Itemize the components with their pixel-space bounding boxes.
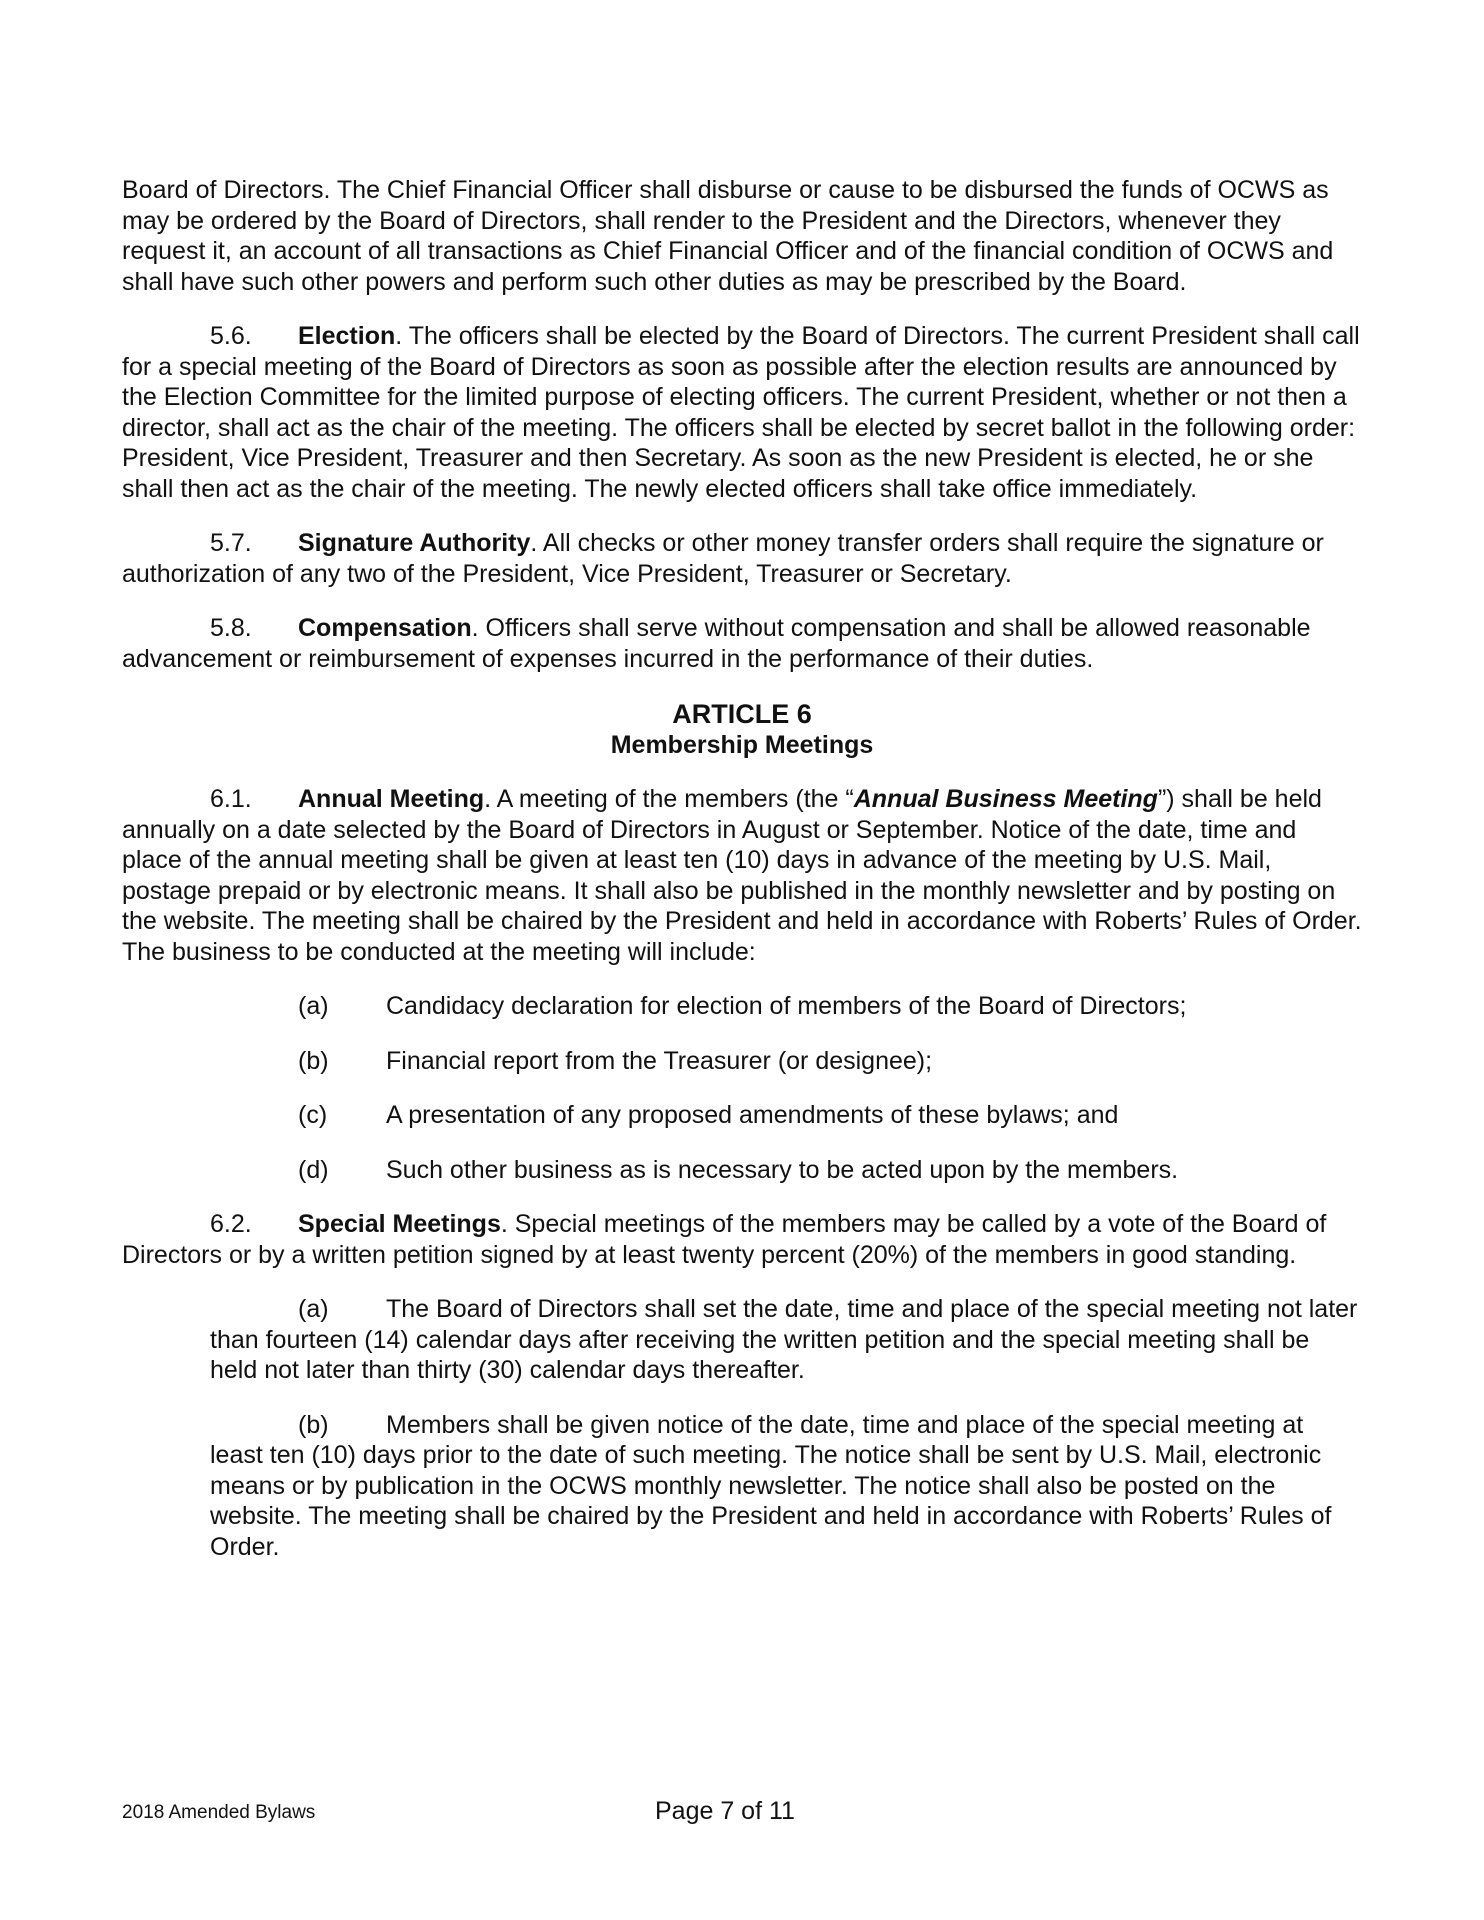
item-letter: (a) [298, 992, 329, 1020]
section-heading: Annual Meeting [298, 785, 485, 813]
section-text: . A meeting of the members (the “ [484, 785, 854, 813]
section-text: . All checks or other money transfer orders shall require the signature or authorization of any two of the President, Vice President, Treasurer or Secretary. [122, 529, 1324, 588]
section-6-2 [122, 1209, 1362, 1270]
section-heading: Election [298, 322, 396, 350]
item-text: A presentation of any proposed amendments of these bylaws; and [386, 1101, 1119, 1129]
article-heading [122, 698, 1362, 760]
section-heading: Signature Authority [298, 529, 531, 557]
sub-text: Members shall be given notice of the date, time and place of the special meeting at least ten (10) days prior to the date of such meeting. The notice shall be sent by U.S. Mail, electronic means or by publication in the OCWS monthly newsletter. The notice shall also be posted on the website. The meeting shall be chaired by the President and held in accordance with Roberts’ Rules of Order. [210, 1410, 1332, 1561]
section-number: 5.6. [210, 322, 252, 350]
footer-document-title: 2018 Amended Bylaws [122, 1802, 316, 1823]
item-letter: (c) [298, 1101, 328, 1129]
section-number: 6.1. [210, 785, 252, 813]
list-item [122, 1046, 1362, 1077]
list-item [122, 991, 1362, 1022]
section-5-6 [122, 321, 1362, 504]
defined-term: Annual Business Meeting [853, 785, 1158, 813]
article-title: ARTICLE 6 [672, 699, 812, 729]
sub-letter: (b) [298, 1410, 329, 1439]
section-6-1 [122, 784, 1362, 967]
item-text: Candidacy declaration for election of members of the Board of Directors; [386, 992, 1187, 1020]
section-number: 5.8. [210, 614, 252, 642]
item-text: Financial report from the Treasurer (or designee); [386, 1046, 933, 1075]
item-letter: (b) [298, 1046, 329, 1075]
cfo-paragraph: Board of Directors. The Chief Financial Officer shall disburse or cause to be disbursed the funds of OCWS as may be ordered by the Board of Directors, shall render to the President and the Directors, whenever they request it, an account of all transactions as Chief Financial Officer and of the financial condition of OCWS and shall have such other powers and perform such other duties as may be prescribed by the Board. [122, 176, 1334, 296]
list-item [122, 1155, 1362, 1186]
article-subtitle: Membership Meetings [610, 731, 874, 759]
sub-paragraph [122, 1410, 1362, 1563]
section-text: . The officers shall be elected by the Board of Directors. The current President shall call for a special meeting of the Board of Directors as soon as possible after the election results are announced by the Election Committee for the limited purpose of electing officers. The current President, whether or not then a director, shall act as the chair of the meeting. The officers shall be elected by secret ballot in the following order: President, Vice President, Treasurer and then Secretary. As soon as the new President is elected, he or she shall then act as the chair of the meeting. The newly elected officers shall take office immediately. [122, 322, 1360, 503]
sub-paragraph [122, 1294, 1362, 1386]
document-body [122, 175, 1362, 1586]
list-item [122, 1100, 1362, 1131]
section-5-7 [122, 528, 1362, 589]
item-text: Such other business as is necessary to be acted upon by the members. [386, 1155, 1179, 1184]
section-heading: Special Meetings [298, 1210, 501, 1238]
section-text: . Special meetings of the members may be called by a vote of the Board of Directors or by a written petition signed by at least twenty percent (20%) of the members in good standing. [122, 1210, 1327, 1269]
section-number: 6.2. [210, 1210, 252, 1238]
section-text: ”) shall be held annually on a date selected by the Board of Directors in August or September. Notice of the date, time and place of the annual meeting shall be given at least ten (10) days in advance of the meeting by U.S. Mail, postage prepaid or by electronic means. It shall also be published in the monthly newsletter and by posting on the website. The meeting shall be chaired by the President and held in accordance with Roberts’ Rules of Order. The business to be conducted at the meeting will include: [122, 785, 1362, 966]
section-number: 5.7. [210, 529, 252, 557]
section-heading: Compensation [298, 614, 472, 642]
section-text: . Officers shall serve without compensation and shall be allowed reasonable advancement or reimbursement of expenses incurred in the performance of their duties. [122, 614, 1311, 673]
item-letter: (d) [298, 1155, 329, 1184]
page-number: Page 7 of 11 [655, 1797, 795, 1825]
sub-text: The Board of Directors shall set the date, time and place of the special meeting not later than fourteen (14) calendar days after receiving the written petition and the special meeting shall be held not later than thirty (30) calendar days thereafter. [210, 1295, 1358, 1384]
sub-letter: (a) [298, 1295, 329, 1323]
section-5-8 [122, 613, 1362, 674]
